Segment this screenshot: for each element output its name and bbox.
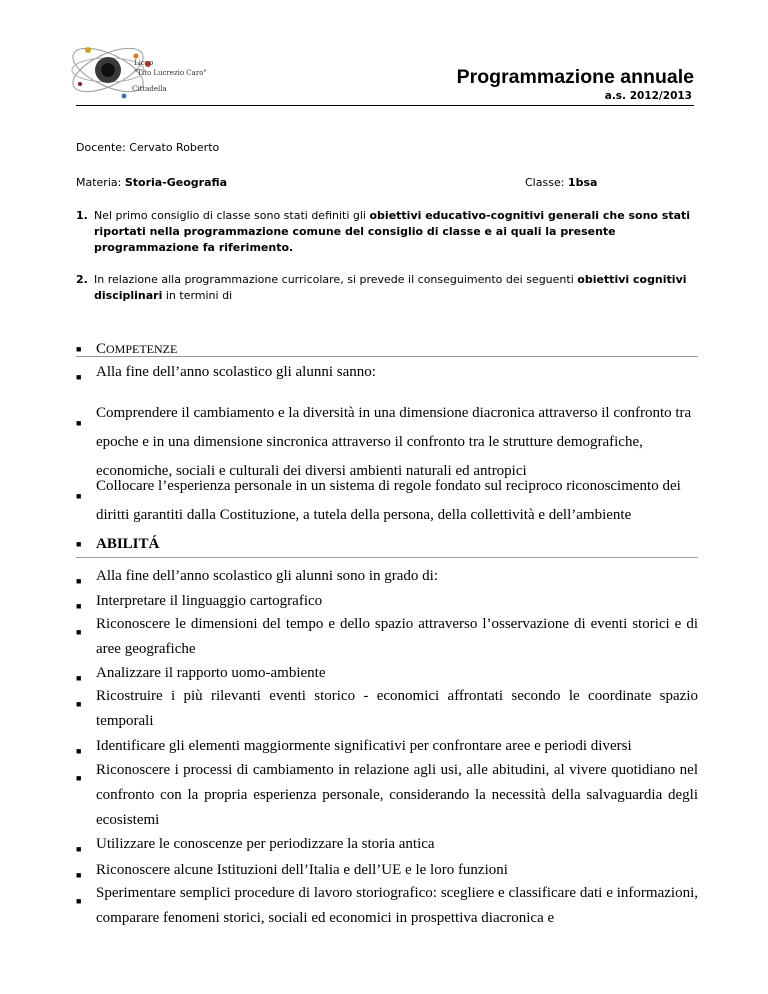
list-item-text: Alla fine dell’anno scolastico gli alunni sono in grado di: [96,568,439,584]
bullet-icon: ■ [76,344,82,354]
section-divider [76,557,698,558]
list-item [76,362,698,382]
bullet-icon: ■ [76,576,82,586]
list-item [76,566,698,586]
list-item [76,736,698,756]
list-item-text: Identificare gli elementi maggiormente significativi per confrontare aree e periodi diversi [96,738,632,754]
list-item-text: Analizzare il rapporto uomo-ambiente [96,665,326,681]
list-item [76,881,698,931]
teacher-label: Docente: [76,141,130,154]
document-title: Programmazione annuale [456,66,694,88]
bullet-icon: ■ [76,773,82,783]
subject-value: Storia-Geografia [124,176,228,189]
list-item-text: Alla fine dell’anno scolastico gli alunni sanno: [96,364,376,380]
abilita-heading-text: ABILITÁ [96,536,160,552]
point-1-number: 1. [76,209,88,222]
class-value: 1bsa [567,176,598,189]
school-line-1: Liceo [134,59,154,67]
list-item [76,758,698,833]
school-line-2: "Tito Lucrezio Caro" [134,69,207,77]
list-item-text: Collocare l’esperienza personale in un sistema di regole fondato sul reciproco riconoscimento dei diritti garantiti dalla Costituzione, a tutela della persona, della collettività e dell’ambiente [96,478,681,523]
list-item-text: Interpretare il linguaggio cartografico [96,593,323,609]
list-item [76,663,698,683]
list-item-text: Ricostruire i più rilevanti eventi storico - economici affrontati secondo le coordinate spazio temporali [96,688,698,729]
competenze-initial: C [96,341,107,357]
list-item [76,684,698,734]
list-item-text: Riconoscere i processi di cambiamento in relazione agli usi, alle abitudini, al vivere quotidiano nel confronto con la propria esperienza personale, considerando la necessità della salvaguardia degli ecosistemi [96,762,698,828]
bullet-icon: ■ [76,896,82,906]
list-item-text: Utilizzare le conoscenze per periodizzare la storia antica [96,836,435,852]
class [525,176,597,189]
competenze-rest: OMPETENZE [106,342,178,356]
point-1 [76,208,698,256]
subject-label: Materia: [76,176,125,189]
list-item-text: Sperimentare semplici procedure di lavoro storiografico: scegliere e classificare dati e informazioni, comparare fenomeni storici, sociali ed economici in prospettiva diacronica e [96,885,698,926]
teacher-value: Cervato Roberto [129,141,220,154]
header-divider [76,105,694,106]
bullet-icon: ■ [76,844,82,854]
bullet-icon: ■ [76,491,82,501]
point-1-text: Nel primo consiglio di classe sono stati definiti gli [94,209,370,222]
section-divider [76,356,698,357]
point-2-text-end: in termini di [162,289,233,302]
point-2-number: 2. [76,273,88,286]
list-item-text: Riconoscere alcune Istituzioni dell’Italia e dell’UE e le loro funzioni [96,862,508,878]
point-2-emphasis: obiettivi cognitivi disciplinari [94,273,687,302]
school-line-3: Cittadella [132,85,167,93]
bullet-icon: ■ [76,627,82,637]
list-item [76,472,698,530]
list-item [76,591,698,611]
list-item-text: Riconoscere le dimensioni del tempo e dello spazio attraverso l’osservazione di eventi storici e di aree geografiche [96,616,698,657]
list-item [76,834,698,854]
bullet-icon: ■ [76,870,82,880]
point-2 [76,272,698,304]
abilita-heading [76,536,698,553]
class-label: Classe: [525,176,568,189]
point-1-emphasis: obiettivi educativo-cognitivi generali che sono stati riportati nella programmazione comune del consiglio di classe e ai quali la presente programmazione fa riferimento. [94,209,691,254]
bullet-icon: ■ [76,673,82,683]
school-year: a.s. 2012/2013 [604,90,692,102]
bullet-icon: ■ [76,699,82,709]
bullet-icon: ■ [76,372,82,382]
teacher [76,141,219,154]
subject [76,176,227,189]
bullet-icon: ■ [76,746,82,756]
bullet-icon: ■ [76,418,82,428]
list-item [76,612,698,662]
school-name [134,58,207,94]
bullet-icon: ■ [76,539,82,549]
list-item [76,860,698,880]
point-2-text: In relazione alla programmazione curricolare, si prevede il conseguimento dei seguenti [94,273,578,286]
list-item-text: Comprendere il cambiamento e la diversità in una dimensione diacronica attraverso il confronto tra epoche e in una dimensione sincronica attraverso il confronto tra le strutture demografiche, economiche, sociali e culturali dei diversi ambienti naturali ed antropici [96,405,692,479]
bullet-icon: ■ [76,601,82,611]
